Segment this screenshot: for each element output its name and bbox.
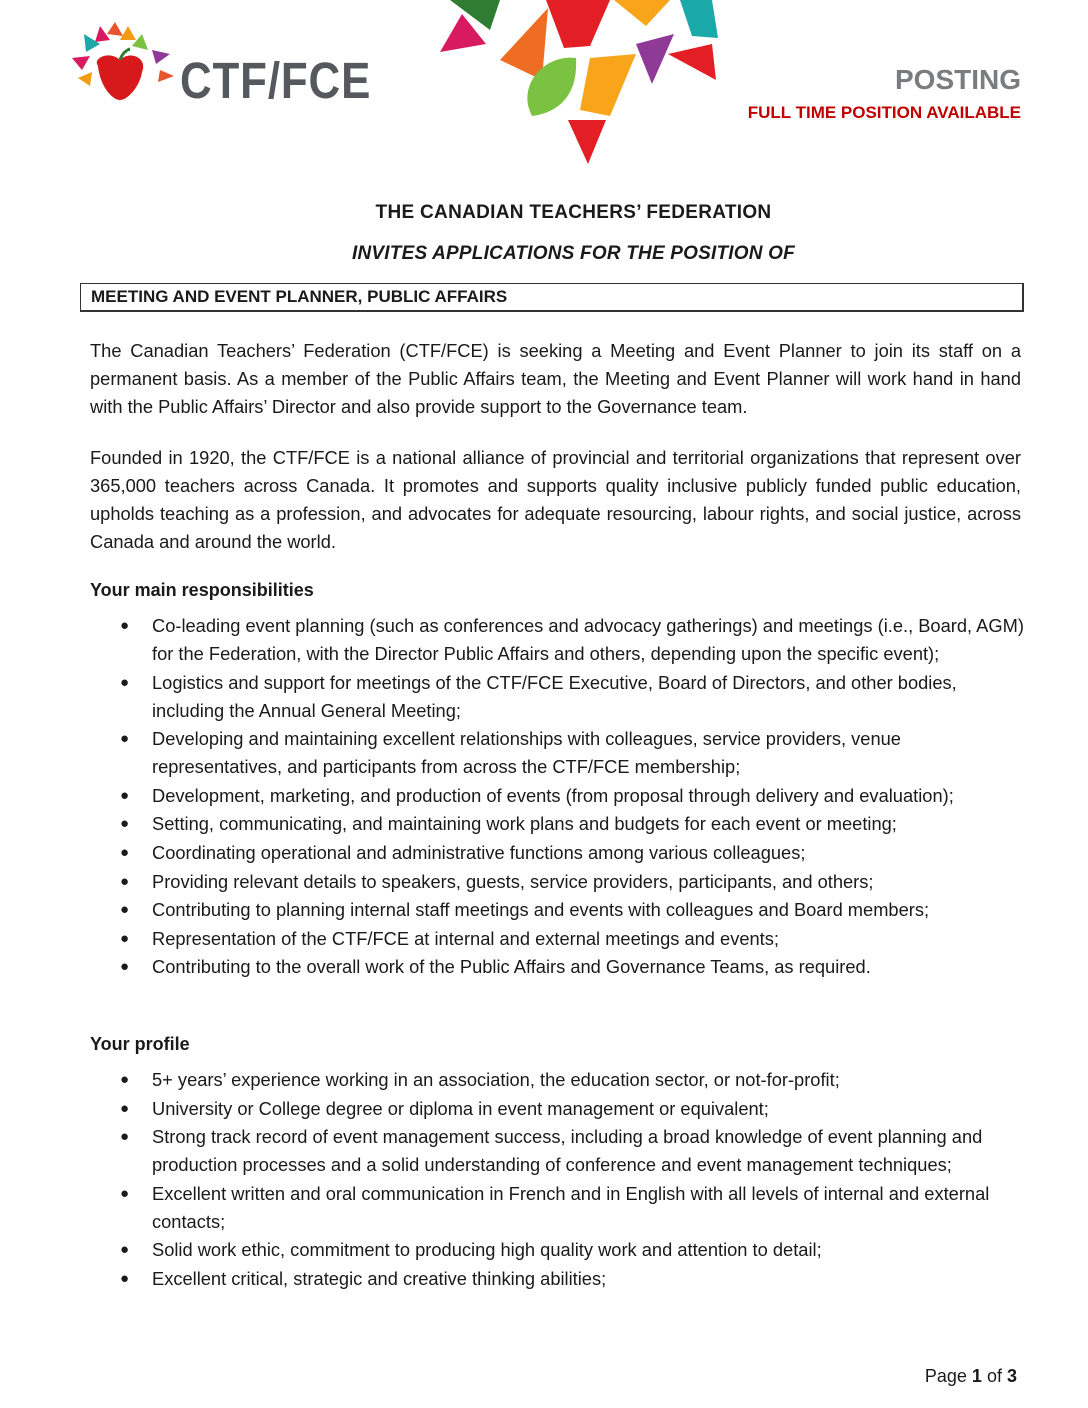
bullet-icon: ● [120, 617, 130, 634]
bullet-icon: ● [120, 815, 130, 833]
list-item [90, 810, 1030, 838]
list-item-text: Development, marketing, and production of events (from proposal through delivery and evaluation); [152, 784, 954, 806]
bullet-icon: ● [120, 786, 130, 804]
list-item-text: Logistics and support for meetings of the CTF/FCE Executive, Board of Directors, and other bodies, including the Annual General Meeting; [152, 671, 957, 721]
list-item [90, 953, 1030, 981]
bullet-icon: ● [120, 730, 130, 748]
list-item [90, 1123, 1030, 1179]
bullet-icon: ● [120, 1269, 130, 1287]
logo-wordmark: CTF/FCE [180, 52, 372, 109]
list-item [90, 868, 1030, 896]
bullet-icon: ● [120, 929, 130, 947]
list-item-text: Co-leading event planning (such as conferences and advocacy gatherings) and meetings (i.e., Board, AGM) for the Federation, with the Director Public Affairs and others, depending upon the specific event); [152, 615, 1024, 664]
list-item [90, 725, 1030, 781]
list-item-text: Setting, communicating, and maintaining work plans and budgets for each event or meeting; [152, 813, 897, 835]
bullet-icon: ● [120, 901, 130, 919]
bullet-icon: ● [120, 1241, 130, 1259]
list-item-text: Solid work ethic, commitment to producing high quality work and attention to detail; [152, 1239, 822, 1261]
list-item-text: Coordinating operational and administrative functions among various colleagues; [152, 841, 806, 863]
bullet-icon: ● [120, 1184, 130, 1202]
list-item-text: Excellent written and oral communication in French and in English with all levels of internal and external contacts; [152, 1182, 990, 1232]
list-item [90, 1066, 1030, 1094]
list-item-text: Developing and maintaining excellent relationships with colleagues, service providers, venue representatives, and participants from across the CTF/FCE membership; [152, 728, 901, 778]
bullet-icon: ● [120, 1099, 130, 1117]
list-item [90, 1236, 1030, 1264]
list-item [90, 896, 1030, 924]
list-item [90, 782, 1030, 810]
position-title-box: MEETING AND EVENT PLANNER, PUBLIC AFFAIRS [80, 283, 1024, 312]
intro-paragraph: The Canadian Teachers’ Federation (CTF/FCE) is seeking a Meeting and Event Planner to join its staff on a permanent basis. As a member of the Public Affairs team, the Meeting and Event Planner will work hand in hand with the Public Affairs’ Director and also provide support to the Governance team. [90, 340, 1021, 417]
invites-heading: INVITES APPLICATIONS FOR THE POSITION OF [352, 243, 795, 264]
page-number [925, 1364, 1017, 1388]
bullet-icon: ● [120, 673, 130, 691]
about-paragraph: Founded in 1920, the CTF/FCE is a national alliance of provincial and territorial organizations that represent over 365,000 teachers across Canada. It promotes and supports quality inclusive publicly funded public education, upholds teaching as a profession, and advocates for adequate resourcing, labour rights, and social justice, across Canada and around the world. [90, 447, 1021, 552]
list-item [90, 612, 1030, 668]
page-word: Page [924, 1366, 967, 1386]
bullet-icon: ● [120, 843, 130, 861]
responsibilities-heading: Your main responsibilities [90, 580, 314, 600]
list-item [90, 1180, 1030, 1236]
bullet-icon: ● [120, 1128, 130, 1146]
list-item-text: Contributing to planning internal staff meetings and events with colleagues and Board members; [152, 899, 930, 921]
bullet-icon: ● [120, 872, 130, 890]
list-item-text: University or College degree or diploma in event management or equivalent; [152, 1097, 769, 1119]
posting-title: POSTING [894, 64, 1021, 95]
ctf-fce-logo-icon [70, 20, 174, 108]
page-current: 1 [971, 1366, 982, 1386]
list-item [90, 925, 1030, 953]
profile-list [90, 1066, 1030, 1294]
list-item-text: Providing relevant details to speakers, guests, service providers, participants, and others; [152, 870, 874, 892]
posting-subtitle: FULL TIME POSITION AVAILABLE [747, 103, 1021, 122]
list-item [90, 839, 1030, 867]
list-item-text: Representation of the CTF/FCE at internal and external meetings and events; [152, 927, 779, 949]
responsibilities-list [90, 612, 1030, 982]
page-total: 3 [1006, 1366, 1017, 1386]
of-word: of [986, 1366, 1002, 1386]
list-item-text: 5+ years’ experience working in an association, the education sector, or not-for-profit; [152, 1069, 840, 1090]
list-item [90, 669, 1030, 725]
sunburst-decoration-icon [440, 0, 725, 168]
bullet-icon: ● [120, 1071, 130, 1088]
list-item-text: Contributing to the overall work of the Public Affairs and Governance Teams, as required. [152, 956, 871, 978]
list-item-text: Excellent critical, strategic and creative thinking abilities; [152, 1267, 607, 1289]
bullet-icon: ● [120, 958, 130, 976]
list-item-text: Strong track record of event management success, including a broad knowledge of event planning and production processes and a solid understanding of conference and event management techniques; [152, 1126, 983, 1176]
profile-heading: Your profile [90, 1034, 190, 1054]
list-item [90, 1095, 1030, 1123]
organization-title: THE CANADIAN TEACHERS’ FEDERATION [375, 202, 772, 223]
list-item [90, 1265, 1030, 1293]
